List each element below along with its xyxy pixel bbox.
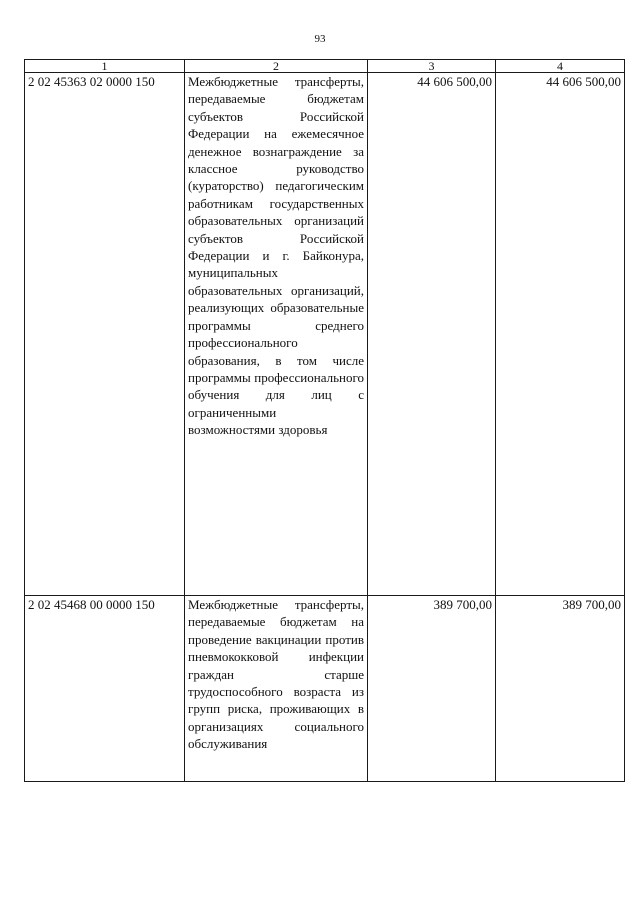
table-row xyxy=(25,73,625,596)
budget-code: 2 02 45468 00 0000 150 xyxy=(25,596,185,782)
budget-code: 2 02 45363 02 0000 150 xyxy=(25,73,185,596)
table-header-row xyxy=(25,60,625,73)
amount-column-4: 389 700,00 xyxy=(496,596,625,782)
budget-table xyxy=(24,59,625,782)
column-header-3: 3 xyxy=(368,60,496,73)
column-header-1: 1 xyxy=(25,60,185,73)
table-row xyxy=(25,596,625,782)
column-header-4: 4 xyxy=(496,60,625,73)
budget-description: Межбюджетные трансферты, передаваемые бюджетам на проведение вакцинации против пневмококковой инфекции граждан старше трудоспособного возраста из групп риска, проживающих в организациях социального обслуживания xyxy=(185,596,368,782)
amount-column-3: 389 700,00 xyxy=(368,596,496,782)
budget-description: Межбюджетные трансферты, передаваемые бюджетам субъектов Российской Федерации на ежемесячное денежное вознаграждение за классное руководство (кураторство) педагогическим работникам государственных образовательных организаций субъектов Российской Федерации и г. Байконура, муниципальных образовательных организаций, реализующих образовательные программы среднего профессионального образования, в том числе программы профессионального обучения для лиц с ограниченными возможностями здоровья xyxy=(185,73,368,596)
amount-column-3: 44 606 500,00 xyxy=(368,73,496,596)
page-number: 93 xyxy=(314,33,326,45)
amount-column-4: 44 606 500,00 xyxy=(496,73,625,596)
column-header-2: 2 xyxy=(185,60,368,73)
